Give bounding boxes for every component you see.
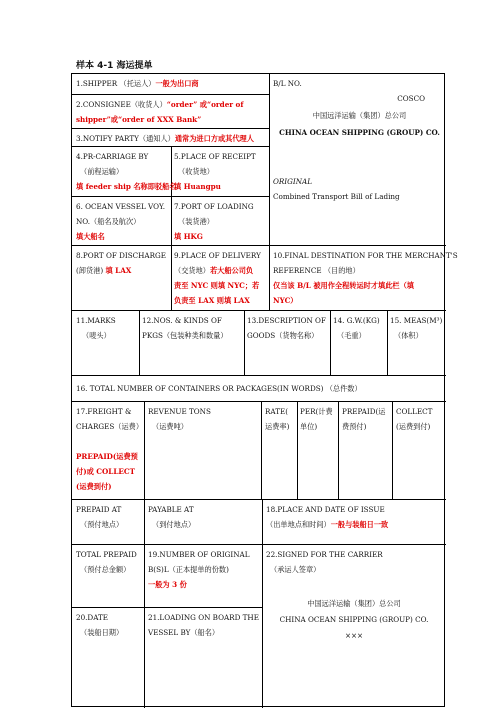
final-destination-label: 10.FINAL DESTINATION FOR THE MERCHANT'S [273, 251, 458, 260]
place-of-delivery-field [174, 248, 269, 308]
rate-label: RATE( [265, 407, 289, 416]
description-label-cn: GOODS（货物名称） [247, 331, 319, 340]
pre-carriage-label-cn: （前程运输） [80, 167, 124, 176]
place-of-receipt-field [174, 149, 268, 194]
collect-label: COLLECT [396, 407, 433, 416]
loading-on-board-field [148, 610, 261, 640]
rule [72, 245, 446, 246]
issue-note: 一般与装船日一致 [330, 520, 389, 529]
page-title: 样本 4-1 海运提单 [76, 61, 153, 71]
prepaid-label-cn: 费预付) [342, 422, 367, 431]
freight-label-cn: CHARGES（运费） [76, 422, 144, 431]
gross-weight-label-cn: （毛重） [337, 331, 366, 340]
rule [261, 401, 262, 499]
signature-mark: ××× [344, 631, 364, 640]
rule [72, 128, 269, 129]
rule [72, 310, 446, 311]
packages-label-cn: PKGS（包装种类和数量） [142, 331, 228, 340]
original-bl-label: 19.NUMBER OF ORIGINAL [148, 550, 250, 559]
loading-label: 7.PORT OF LOADING [174, 202, 254, 211]
signature-company-cn: 中国远洋运输（集团）总公司 [307, 599, 401, 608]
rule [330, 310, 331, 375]
per-field [300, 404, 338, 434]
prepaid-at-label: PREPAID AT [76, 505, 122, 514]
receipt-label-cn: （收货地） [178, 167, 214, 176]
signed-label-cn: （承运人签章） [270, 565, 321, 574]
freight-charges-field [76, 404, 143, 494]
rule [72, 544, 446, 545]
rule [72, 499, 446, 500]
rate-label-cn: 运费率) [265, 422, 290, 431]
total-prepaid-field [76, 547, 143, 577]
document-subtitle: Combined Transport Bill of Lading [273, 192, 400, 201]
delivery-note-line1: 若大船公司负 [209, 266, 254, 275]
packages-field [142, 313, 243, 343]
consignee-field [76, 97, 264, 127]
rule [72, 94, 269, 95]
payable-at-label-cn: （到付地点） [152, 520, 196, 529]
date-label: 20.DATE [76, 613, 109, 622]
loading-on-board-label: 21.LOADING ON BOARD THE [148, 613, 259, 622]
final-destination-label-cn: REFERENCE （目的地） [273, 266, 360, 275]
revenue-tons-field [148, 404, 260, 434]
delivery-label-cn: （交货地） [174, 266, 210, 275]
rule [338, 401, 339, 499]
original-mark: ORIGINAL [273, 177, 312, 186]
delivery-note-line3: 负责至 LAX 则填 LAX [174, 296, 250, 305]
gross-weight-label: 14. G.W.(KG) [333, 316, 380, 325]
rule [171, 245, 172, 310]
rule [72, 401, 446, 402]
original-bl-count-field [148, 547, 261, 592]
loading-note: 填 HKG [174, 232, 203, 241]
packages-label: 12.NOS. & KINDS OF [142, 316, 222, 325]
rule [387, 310, 388, 375]
collect-field [396, 404, 446, 434]
rule [72, 607, 262, 608]
original-bl-note: 一般为 3 份 [148, 580, 187, 589]
total-prepaid-label: TOTAL PREPAID [76, 550, 137, 559]
total-prepaid-label-cn: （预付总金额） [80, 565, 131, 574]
date-field [76, 610, 143, 640]
measurement-field [390, 313, 446, 343]
rule [269, 245, 270, 310]
ocean-vessel-field [76, 199, 170, 244]
date-label-cn: （装船日期） [80, 628, 124, 637]
notify-note: 通常为进口方或其代理人 [174, 134, 254, 143]
marks-field [76, 313, 138, 343]
carrier-name-cn: 中国远洋运输（集团）总公司 [312, 111, 407, 120]
discharge-note: 填 LAX [105, 266, 132, 275]
delivery-note-line2: 责至 NYC 则填 NYC；若 [174, 281, 260, 290]
rule [72, 375, 446, 376]
rule [144, 499, 145, 708]
vessel-note: 填大船名 [76, 232, 105, 241]
measurement-label-cn: （体积） [394, 331, 423, 340]
place-date-issue-field [266, 502, 444, 532]
rate-field [265, 404, 297, 434]
consignee-label: 2.CONSIGNEE（收货人） [76, 100, 167, 109]
discharge-label: 8.PORT OF DISCHARGE [76, 251, 166, 260]
issue-label-cn: （出单地点和时间） [266, 520, 331, 529]
prepaid-at-field [76, 502, 143, 532]
bl-number: B/L NO. [273, 79, 302, 88]
port-of-discharge-field [76, 248, 170, 278]
final-destination-note-line2: NYC） [273, 296, 298, 305]
freight-note-line2: 付)或 COLLECT [76, 467, 135, 476]
carrier-code: COSCO [397, 94, 425, 103]
gross-weight-field [333, 313, 387, 343]
prepaid-label: PREPAID(运 [342, 407, 386, 416]
rule [139, 310, 140, 375]
pre-carriage-note: 填 feeder ship 名称即驳船名 [76, 182, 177, 191]
final-destination-field [273, 248, 458, 308]
shipper-label: 1.SHIPPER （托运人） [76, 79, 156, 88]
rule [392, 401, 393, 499]
receipt-note: 填 Huangpu [174, 182, 221, 191]
total-packages-field: 16. TOTAL NUMBER OF CONTAINERS OR PACKAGES(IN WORDS) （总件数） [76, 384, 362, 393]
freight-label: 17.FREIGHT & [76, 407, 132, 416]
bill-of-lading-form [71, 73, 458, 707]
notify-label: 3.NOTIFY PARTY（通知人） [76, 134, 175, 143]
delivery-label: 9.PLACE OF DELIVERY [174, 251, 261, 260]
signature-company-en: CHINA OCEAN SHIPPING (GROUP) CO. [279, 615, 429, 624]
signed-label: 22.SIGNED FOR THE CARRIER [266, 550, 383, 559]
loading-label-cn: （装货港） [178, 217, 214, 226]
collect-label-cn: (运费到付) [396, 422, 431, 431]
per-label: PER(计费 [300, 407, 333, 416]
payable-at-label: PAYABLE AT [148, 505, 194, 514]
marks-label: 11.MARKS [76, 316, 116, 325]
final-destination-note-line1: 仅当该 B/L 被用作全程转运时才填此栏（填 [273, 281, 414, 290]
pre-carriage-label: 4.PR-CARRIAGE BY [76, 152, 149, 161]
freight-note-line1: PREPAID(运费预 [76, 452, 138, 461]
vessel-label-cn: NO.（船名及航次） [76, 217, 141, 226]
carrier-name-en: CHINA OCEAN SHIPPING (GROUP) CO. [279, 128, 440, 137]
rule [297, 401, 298, 499]
rule [171, 146, 172, 245]
description-field [247, 313, 330, 343]
pre-carriage-field [76, 149, 177, 194]
vessel-label: 6. OCEAN VESSEL VOY. [76, 202, 166, 211]
port-of-loading-field [174, 199, 268, 244]
rule [269, 74, 270, 245]
freight-note-line3: (运费到付) [76, 482, 112, 491]
receipt-label: 5.PLACE OF RECEIPT [174, 152, 256, 161]
issue-label: 18.PLACE AND DATE OF ISSUE [266, 505, 385, 514]
notify-party-field [76, 131, 268, 146]
prepaid-field [342, 404, 392, 434]
per-label-cn: 单位) [300, 422, 318, 431]
payable-at-field [148, 502, 261, 532]
loading-on-board-label-cn: VESSEL BY（船名） [148, 628, 220, 637]
original-bl-label-cn: B(S)L（正本提单的份数) [148, 565, 229, 574]
shipper-note: 一般为出口商 [155, 79, 199, 88]
discharge-label-cn: (卸货港) [76, 266, 104, 275]
rule [144, 401, 145, 499]
measurement-label: 15. MEAS(M³) [390, 316, 443, 325]
rule [244, 310, 245, 375]
consignee-note-line1: “order” 或“order of [166, 100, 244, 109]
shipper-field [76, 76, 266, 91]
consignee-note-line2: shipper”或“order of XXX Bank” [76, 115, 202, 124]
prepaid-at-label-cn: （预付地点） [80, 520, 124, 529]
description-label: 13.DESCRIPTION OF [247, 316, 326, 325]
revenue-label: REVENUE TONS [148, 407, 211, 416]
carrier-signature-field [266, 547, 444, 577]
revenue-label-cn: （运费吨） [152, 422, 188, 431]
marks-label-cn: （唛头） [82, 331, 111, 340]
